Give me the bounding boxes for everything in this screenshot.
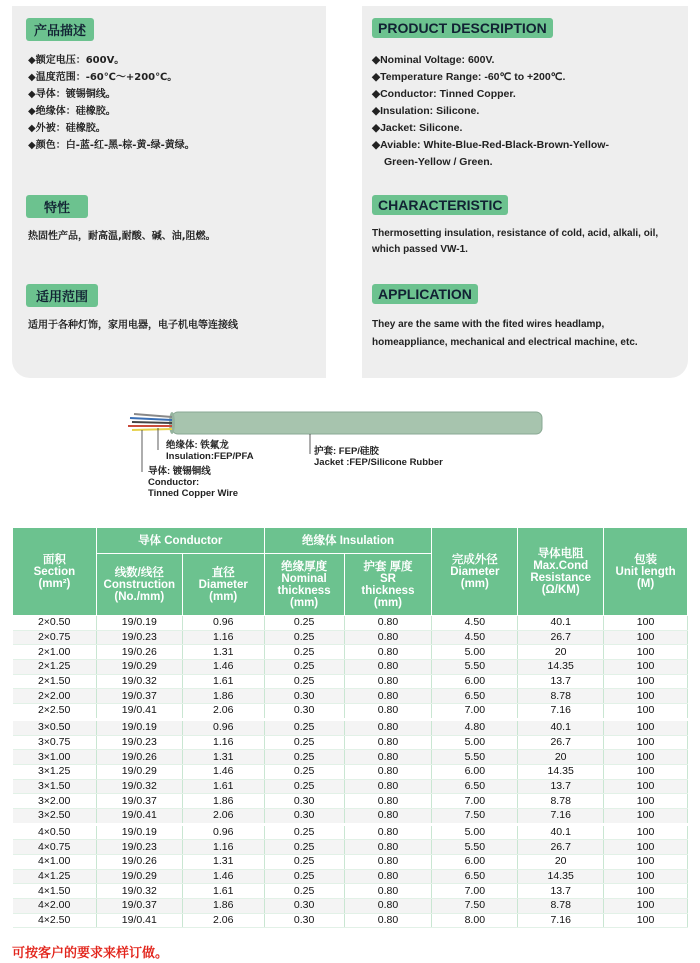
header-text: (mm) <box>460 577 489 590</box>
en-char-line: which passed VW-1. <box>372 244 468 255</box>
table-cell: 19/0.32 <box>96 674 182 689</box>
table-cell: 1.46 <box>182 869 264 884</box>
header-text: Section <box>33 565 76 578</box>
table-cell: 100 <box>604 689 688 704</box>
header-text: SR <box>379 572 396 585</box>
list-item: ◆导体：镀锡铜线。 <box>28 89 116 100</box>
table-cell: 13.7 <box>518 884 604 899</box>
header-text: 直径 <box>211 566 235 579</box>
table-cell: 19/0.41 <box>96 808 182 824</box>
header-text: (Ω/KM) <box>541 583 580 596</box>
table-row <box>13 764 688 779</box>
conductor-label-en: Tinned Copper Wire <box>148 488 238 499</box>
table-cell: 19/0.26 <box>96 855 182 870</box>
insulation-label <box>166 440 254 462</box>
table-cell: 1.31 <box>182 645 264 660</box>
col-construction <box>96 554 182 616</box>
table-cell: 19/0.26 <box>96 645 182 660</box>
table-cell: 4×0.50 <box>13 824 97 840</box>
table-cell: 1.86 <box>182 899 264 914</box>
col-group-insulation: 绝缘体 Insulation <box>264 528 432 554</box>
header-text: Construction <box>103 578 176 591</box>
table-cell: 0.30 <box>264 913 344 928</box>
table-cell: 3×1.00 <box>13 750 97 765</box>
header-text: thickness <box>277 584 331 597</box>
header-text: (M) <box>636 577 655 590</box>
table-row <box>13 824 688 840</box>
table-cell: 26.7 <box>518 630 604 645</box>
table-cell: 0.80 <box>344 764 432 779</box>
table-cell: 0.25 <box>264 660 344 675</box>
table-cell: 20 <box>518 750 604 765</box>
table-cell: 7.00 <box>432 704 518 720</box>
table-cell: 0.80 <box>344 660 432 675</box>
header-text: Unit length <box>615 565 676 578</box>
list-item: ◆温度范围：-60℃～+200℃。 <box>28 72 178 83</box>
table-cell: 5.50 <box>432 840 518 855</box>
table-cell: 0.25 <box>264 735 344 750</box>
table-row <box>13 884 688 899</box>
table-cell: 20 <box>518 645 604 660</box>
table-cell: 19/0.19 <box>96 616 182 631</box>
cn-app-text: 适用于各种灯饰，家用电器，电子机电等连接线 <box>28 320 238 331</box>
list-item: ◆Temperature Range: -60℃ to +200℃. <box>372 71 566 83</box>
table-cell: 5.00 <box>432 735 518 750</box>
list-item: ◆颜色：白-蓝-红-黑-棕-黄-绿-黄绿。 <box>28 140 195 151</box>
table-cell: 1.31 <box>182 750 264 765</box>
header-text: Diameter <box>450 565 500 578</box>
custom-order-note: 可按客户的要求来样订做。 <box>12 946 169 961</box>
table-cell: 100 <box>604 616 688 631</box>
en-app-line: They are the same with the fited wires headlamp, <box>372 319 605 330</box>
col-section <box>13 528 97 616</box>
insulation-label-cn: 绝缘体: 铁氟龙 <box>166 440 229 451</box>
table-cell: 2×2.00 <box>13 689 97 704</box>
table-cell: 100 <box>604 899 688 914</box>
table-cell: 2×1.00 <box>13 645 97 660</box>
cn-app-title: 适用范围 <box>26 284 98 307</box>
table-cell: 100 <box>604 645 688 660</box>
conductor-label-en: Conductor: <box>148 477 200 488</box>
table-cell: 40.1 <box>518 824 604 840</box>
table-cell: 7.16 <box>518 704 604 720</box>
en-char-line: Thermosetting insulation, resistance of cold, acid, alkali, oil, <box>372 228 659 239</box>
table-cell: 8.78 <box>518 794 604 809</box>
table-cell: 14.35 <box>518 764 604 779</box>
table-cell: 8.78 <box>518 899 604 914</box>
table-cell: 0.25 <box>264 840 344 855</box>
table-row <box>13 616 688 631</box>
table-cell: 0.30 <box>264 689 344 704</box>
table-cell: 4×0.75 <box>13 840 97 855</box>
table-cell: 0.80 <box>344 750 432 765</box>
table-row <box>13 689 688 704</box>
table-cell: 100 <box>604 660 688 675</box>
header-text: 面积 <box>42 553 66 566</box>
table-cell: 4×1.25 <box>13 869 97 884</box>
list-item: ◆外被：硅橡胶。 <box>28 123 106 134</box>
table-cell: 0.30 <box>264 899 344 914</box>
table-cell: 19/0.37 <box>96 689 182 704</box>
table-cell: 0.25 <box>264 674 344 689</box>
table-cell: 0.25 <box>264 869 344 884</box>
table-cell: 100 <box>604 869 688 884</box>
table-cell: 0.80 <box>344 884 432 899</box>
col-packing <box>604 528 688 616</box>
table-cell: 19/0.29 <box>96 764 182 779</box>
table-cell: 19/0.29 <box>96 660 182 675</box>
table-cell: 0.80 <box>344 899 432 914</box>
table-cell: 100 <box>604 674 688 689</box>
table-cell: 40.1 <box>518 719 604 735</box>
conductor-label <box>148 466 238 499</box>
table-cell: 0.80 <box>344 779 432 794</box>
table-cell: 0.25 <box>264 884 344 899</box>
table-cell: 0.25 <box>264 645 344 660</box>
table-cell: 2×1.25 <box>13 660 97 675</box>
table-cell: 0.80 <box>344 616 432 631</box>
table-row <box>13 855 688 870</box>
table-cell: 6.00 <box>432 855 518 870</box>
list-item: ◆Jacket: Silicone. <box>372 122 463 134</box>
table-cell: 6.50 <box>432 779 518 794</box>
table-cell: 2×2.50 <box>13 704 97 720</box>
table-cell: 4.50 <box>432 630 518 645</box>
table-row <box>13 735 688 750</box>
table-row <box>13 913 688 928</box>
table-cell: 4.50 <box>432 616 518 631</box>
table-cell: 1.86 <box>182 794 264 809</box>
header-text: 线数/线径 <box>114 566 164 579</box>
en-app-text <box>372 316 638 352</box>
table-cell: 3×2.50 <box>13 808 97 824</box>
header-text: Diameter <box>198 578 248 591</box>
table-cell: 0.80 <box>344 630 432 645</box>
table-cell: 0.80 <box>344 674 432 689</box>
table-cell: 19/0.41 <box>96 704 182 720</box>
jacket-label-en: Jacket :FEP/Silicone Rubber <box>314 457 443 468</box>
header-text: thickness <box>361 584 415 597</box>
table-row <box>13 840 688 855</box>
table-cell: 0.25 <box>264 616 344 631</box>
table-cell: 6.50 <box>432 689 518 704</box>
table-cell: 19/0.32 <box>96 779 182 794</box>
table-cell: 0.25 <box>264 630 344 645</box>
header-text: 绝缘厚度 <box>281 560 328 573</box>
table-cell: 100 <box>604 840 688 855</box>
table-cell: 2×0.75 <box>13 630 97 645</box>
table-cell: 100 <box>604 808 688 824</box>
table-row <box>13 794 688 809</box>
table-cell: 100 <box>604 884 688 899</box>
table-cell: 1.61 <box>182 674 264 689</box>
table-cell: 0.80 <box>344 840 432 855</box>
header-text: Resistance <box>530 571 592 584</box>
en-char-text <box>372 226 658 258</box>
cn-desc-list <box>28 52 195 154</box>
col-diameter <box>182 554 264 616</box>
table-cell: 19/0.32 <box>96 884 182 899</box>
table-cell: 14.35 <box>518 660 604 675</box>
table-cell: 1.46 <box>182 660 264 675</box>
table-cell: 1.16 <box>182 840 264 855</box>
table-cell: 19/0.29 <box>96 869 182 884</box>
table-cell: 1.86 <box>182 689 264 704</box>
table-cell: 2.06 <box>182 913 264 928</box>
table-cell: 0.80 <box>344 794 432 809</box>
header-text: 护套 厚度 <box>363 560 413 573</box>
table-cell: 19/0.23 <box>96 735 182 750</box>
en-app-title: APPLICATION <box>372 284 478 304</box>
table-cell: 0.25 <box>264 779 344 794</box>
table-cell: 8.00 <box>432 913 518 928</box>
en-char-title: CHARACTERISTIC <box>372 195 508 215</box>
table-cell: 14.35 <box>518 869 604 884</box>
table-cell: 0.80 <box>344 808 432 824</box>
table-cell: 1.16 <box>182 735 264 750</box>
table-cell: 7.50 <box>432 899 518 914</box>
table-cell: 100 <box>604 704 688 720</box>
table-cell: 100 <box>604 735 688 750</box>
list-item: ◆Aviable: White-Blue-Red-Black-Brown-Yellow- <box>372 139 609 151</box>
col-group-conductor: 导体 Conductor <box>96 528 264 554</box>
header-text: (mm) <box>209 590 238 603</box>
header-text: 包装 <box>634 553 658 566</box>
table-cell: 100 <box>604 913 688 928</box>
cn-char-title: 特性 <box>26 195 88 218</box>
table-cell: 100 <box>604 794 688 809</box>
table-cell: 5.50 <box>432 660 518 675</box>
table-cell: 6.00 <box>432 764 518 779</box>
cn-char-text: 热固性产品，耐高温,耐酸、碱、油,阻燃。 <box>28 231 216 242</box>
table-cell: 13.7 <box>518 674 604 689</box>
table-cell: 100 <box>604 719 688 735</box>
table-cell: 0.80 <box>344 689 432 704</box>
table-cell: 20 <box>518 855 604 870</box>
table-cell: 5.50 <box>432 750 518 765</box>
table-cell: 19/0.41 <box>96 913 182 928</box>
en-app-line: homeappliance, mechanical and electrical machine, etc. <box>372 337 638 348</box>
table-row <box>13 779 688 794</box>
en-desc-list <box>372 52 609 171</box>
table-cell: 0.25 <box>264 824 344 840</box>
header-text: (mm²) <box>38 577 71 590</box>
table-cell: 3×1.50 <box>13 779 97 794</box>
table-cell: 4×2.00 <box>13 899 97 914</box>
table-cell: 7.00 <box>432 884 518 899</box>
table-cell: 5.00 <box>432 645 518 660</box>
col-nominal-thickness <box>264 554 344 616</box>
table-cell: 2.06 <box>182 808 264 824</box>
table-cell: 0.25 <box>264 764 344 779</box>
col-outer-diameter <box>432 528 518 616</box>
insulation-label-en: Insulation:FEP/PFA <box>166 451 254 462</box>
table-cell: 19/0.23 <box>96 630 182 645</box>
table-cell: 1.61 <box>182 779 264 794</box>
table-cell: 7.16 <box>518 913 604 928</box>
table-cell: 7.00 <box>432 794 518 809</box>
table-cell: 8.78 <box>518 689 604 704</box>
table-cell: 0.30 <box>264 704 344 720</box>
table-cell: 0.80 <box>344 645 432 660</box>
table-cell: 0.96 <box>182 824 264 840</box>
table-cell: 0.80 <box>344 869 432 884</box>
header-text: Nominal <box>281 572 327 585</box>
table-cell: 1.31 <box>182 855 264 870</box>
table-cell: 4.80 <box>432 719 518 735</box>
cn-desc-title: 产品描述 <box>26 18 94 41</box>
table-cell: 6.00 <box>432 674 518 689</box>
table-row <box>13 704 688 720</box>
table-cell: 100 <box>604 750 688 765</box>
table-cell: 4×1.00 <box>13 855 97 870</box>
spec-table <box>12 527 688 928</box>
table-cell: 2.06 <box>182 704 264 720</box>
table-cell: 0.80 <box>344 704 432 720</box>
table-cell: 7.16 <box>518 808 604 824</box>
table-row <box>13 660 688 675</box>
table-cell: 4×1.50 <box>13 884 97 899</box>
col-sr-thickness <box>344 554 432 616</box>
table-cell: 0.80 <box>344 855 432 870</box>
table-cell: 3×2.00 <box>13 794 97 809</box>
table-cell: 100 <box>604 824 688 840</box>
table-cell: 0.30 <box>264 794 344 809</box>
table-cell: 0.30 <box>264 808 344 824</box>
header-text: Max.Cond <box>533 559 589 572</box>
table-row <box>13 674 688 689</box>
table-cell: 19/0.19 <box>96 824 182 840</box>
table-cell: 0.80 <box>344 735 432 750</box>
table-cell: 2×0.50 <box>13 616 97 631</box>
table-cell: 0.25 <box>264 719 344 735</box>
jacket-label-cn: 护套: FEP/硅胶 <box>314 446 379 457</box>
header-text: (No./mm) <box>114 590 165 603</box>
header-text: (mm) <box>290 596 319 609</box>
table-cell: 100 <box>604 630 688 645</box>
table-cell: 1.61 <box>182 884 264 899</box>
table-cell: 4×2.50 <box>13 913 97 928</box>
table-row <box>13 750 688 765</box>
header-text: (mm) <box>373 596 403 609</box>
table-cell: 19/0.37 <box>96 794 182 809</box>
list-item: ◆Conductor: Tinned Copper. <box>372 88 516 100</box>
table-cell: 19/0.23 <box>96 840 182 855</box>
table-cell: 3×0.75 <box>13 735 97 750</box>
table-cell: 40.1 <box>518 616 604 631</box>
list-item: ◆绝缘体：硅橡胶。 <box>28 106 116 117</box>
table-row <box>13 899 688 914</box>
table-cell: 0.80 <box>344 824 432 840</box>
jacket-label <box>314 446 443 468</box>
header-text: 导体电阻 <box>537 547 584 560</box>
list-item: ◆Nominal Voltage: 600V. <box>372 54 495 66</box>
table-cell: 2×1.50 <box>13 674 97 689</box>
table-cell: 1.46 <box>182 764 264 779</box>
table-cell: 19/0.19 <box>96 719 182 735</box>
table-cell: 100 <box>604 779 688 794</box>
table-cell: 26.7 <box>518 735 604 750</box>
col-resistance <box>518 528 604 616</box>
table-cell: 3×0.50 <box>13 719 97 735</box>
table-row <box>13 630 688 645</box>
conductor-label-cn: 导体: 镀锡铜线 <box>148 466 211 477</box>
table-cell: 0.80 <box>344 913 432 928</box>
list-item: ◆额定电压：600V。 <box>28 55 125 66</box>
table-cell: 26.7 <box>518 840 604 855</box>
table-cell: 0.96 <box>182 719 264 735</box>
table-cell: 0.25 <box>264 855 344 870</box>
table-row <box>13 869 688 884</box>
table-cell: 13.7 <box>518 779 604 794</box>
table-cell: 5.00 <box>432 824 518 840</box>
table-cell: 6.50 <box>432 869 518 884</box>
table-cell: 100 <box>604 764 688 779</box>
table-cell: 0.80 <box>344 719 432 735</box>
list-item: Green-Yellow / Green. <box>384 156 493 168</box>
table-cell: 0.96 <box>182 616 264 631</box>
table-cell: 7.50 <box>432 808 518 824</box>
table-row <box>13 645 688 660</box>
en-desc-title: PRODUCT DESCRIPTION <box>372 18 553 38</box>
spec-table-body <box>13 616 688 928</box>
table-row <box>13 808 688 824</box>
header-text: 完成外径 <box>451 553 498 566</box>
table-cell: 1.16 <box>182 630 264 645</box>
table-cell: 3×1.25 <box>13 764 97 779</box>
table-row <box>13 719 688 735</box>
table-cell: 19/0.26 <box>96 750 182 765</box>
list-item: ◆Insulation: Silicone. <box>372 105 480 117</box>
table-cell: 100 <box>604 855 688 870</box>
table-cell: 0.25 <box>264 750 344 765</box>
table-cell: 19/0.37 <box>96 899 182 914</box>
